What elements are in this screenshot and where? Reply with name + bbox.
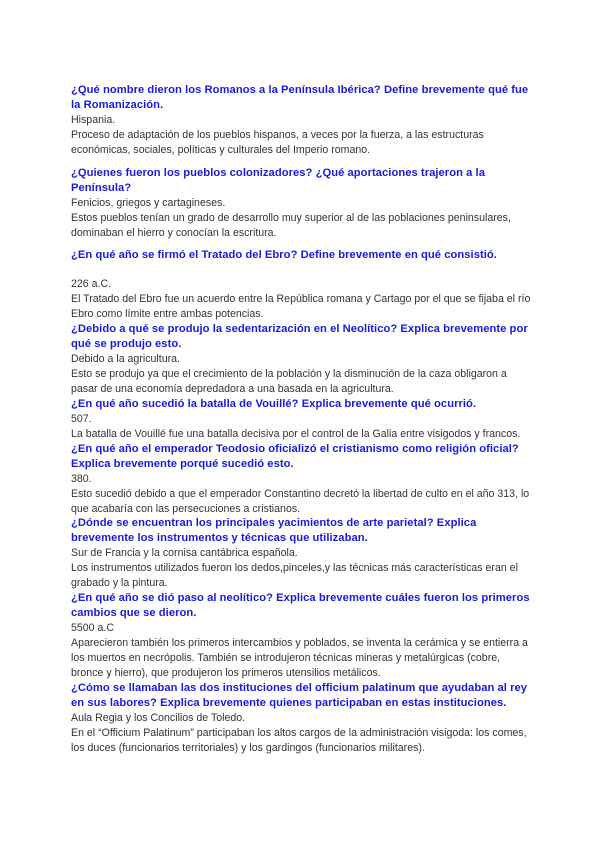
answer-short: Fenicios, griegos y cartagineses.: [71, 196, 226, 209]
answer-explanation: Esto sucedió debido a que el emperador Constantino decretó la libertad de culto en el año 313, lo que acabaría con las persecuciones a cristianos.: [71, 487, 530, 515]
question-heading: ¿En qué año el emperador Teodosio oficializó el cristianismo como religión oficial? Explica brevemente porqué sucedió esto.: [71, 442, 519, 470]
question-heading: ¿Dónde se encuentran los principales yacimientos de arte parietal? Explica brevemente los instrumentos y técnicas que utilizaban.: [71, 517, 477, 545]
answer-short: Sur de Francia y la cornisa cantábrica española.: [71, 547, 298, 560]
answer-explanation: Los instrumentos utilizados fueron los dedos,pinceles,y las técnicas más características eran el grabado y la pintura.: [71, 562, 518, 590]
answer-explanation: Esto se produjo ya que el crecimiento de la población y la disminución de la caza obligaron a pasar de una economía depredadora a una basada en la agricultura.: [71, 368, 507, 395]
question-heading: ¿Qué nombre dieron los Romanos a la Península Ibérica? Define brevemente qué fue la Romanización.: [71, 84, 529, 111]
question-heading: ¿En qué año sucedió la batalla de Vouillé? Explica brevemente qué ocurrió.: [71, 397, 477, 410]
question-heading: ¿Debido a qué se produjo la sedentarización en el Neolítico? Explica brevemente por qué se produjo esto.: [71, 323, 528, 351]
answer-short: Debido a la agricultura.: [71, 353, 180, 366]
question-heading: ¿Cómo se llamaban las dos instituciones del officium palatinum que ayudaban al rey en sus labores? Explica brevemente quienes participaban en estas instituciones.: [71, 681, 528, 709]
document-content: [71, 83, 531, 755]
question-heading: ¿En qué año se firmó el Tratado del Ebro? Define brevemente en qué consistió.: [71, 249, 497, 262]
answer-short: Aula Regia y los Concilios de Toledo.: [71, 711, 246, 724]
answer-short: Hispania.: [71, 114, 116, 126]
answer-explanation: Estos pueblos tenían un grado de desarrollo muy superior al de las poblaciones peninsulares, dominaban el hierro y conocían la escritura.: [71, 211, 511, 239]
answer-short: 5500 a.C: [71, 622, 114, 635]
answer-short: 226 a.C.: [71, 278, 112, 291]
answer-explanation: La batalla de Vouillé fue una batalla decisiva por el control de la Galia entre visigodos y francos.: [71, 427, 521, 440]
question-heading: ¿Quienes fueron los pueblos colonizadores? ¿Qué aportaciones trajeron a la Península?: [71, 166, 485, 194]
answer-short: 507.: [71, 412, 92, 425]
answer-explanation: En el “Officium Palatinum” participaban los altos cargos de la administración visigoda: los comes, los duces (funcionarios territoriales) y los gardingos (funcionarios militares).: [71, 726, 527, 754]
answer-short: 380.: [71, 472, 92, 485]
answer-explanation: El Tratado del Ebro fue un acuerdo entre la República romana y Cartago por el que se fijaba el río Ebro como límite entre ambas potencias.: [71, 293, 531, 321]
answer-explanation: Aparecieron también los primeros intercambios y poblados, se inventa la cerámica y se entierra a los muertos en necrópolis. También se introdujeron técnicas mineras y metalúrgicas (cobre, bronce y hierro), que produjeron los primeros utensilios metálicos.: [71, 637, 528, 679]
answer-explanation: Proceso de adaptación de los pueblos hispanos, a veces por la fuerza, a las estructuras económicas, sociales, políticas y culturales del Imperio romano.: [71, 128, 484, 156]
question-heading: ¿En qué año se dió paso al neolítico? Explica brevemente cuáles fueron los primeros cambios que se dieron.: [71, 592, 530, 620]
